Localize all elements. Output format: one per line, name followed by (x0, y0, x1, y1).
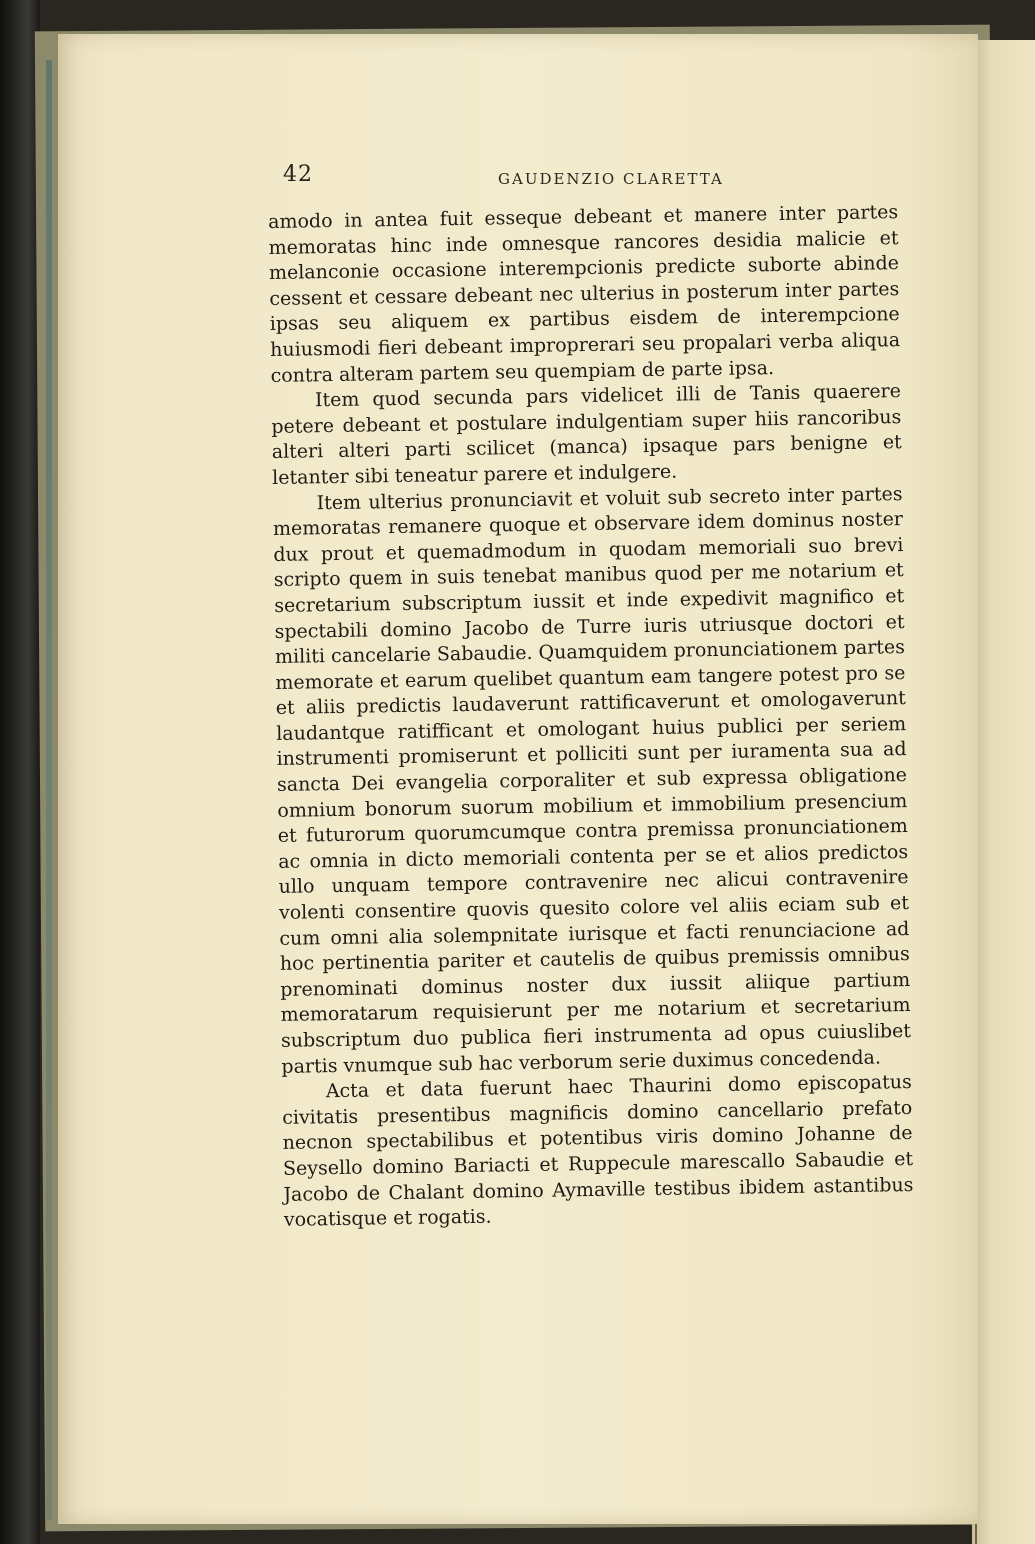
body-text (268, 200, 914, 1234)
page-number: 42 (283, 162, 313, 187)
paragraph-1: amodo in antea fuit esseque debeant et manere inter partes memoratas hinc inde omnesque rancores desidia malicie et melanconie occasione interempcionis predicte suborte abinde cessent et cessare debeant nec ulterius in posterum inter partes ipsas seu aliquem ex partibus eisdem de interempcione huiusmodi fieri debeant improprerari seu propalari verba aliqua contra alteram partem seu quempiam de parte ipsa. (268, 201, 901, 387)
page-header (283, 162, 883, 202)
book-binding (0, 0, 40, 1544)
running-title: GAUDENZIO CLARETTA (498, 170, 724, 188)
page-edge-stain (46, 60, 52, 1520)
paragraph-2: Item quod secunda pars videlicet illi de Tanis quaerere petere debeant et postulare indulgentiam super hiis rancoribus alteri alteri parti scilicet (manca) ipsaque pars benigne et letanter sibi teneatur parere et indulgere. (271, 380, 902, 489)
paragraph-3: Item ulterius pronunciavit et voluit sub secreto inter partes memoratas remanere quoque et observare idem dominus noster dux prout et quemadmodum in quodam memoriali suo brevi scripto quem in suis tenebat manibus quod per me notarium et secretarium subscriptum iussit et inde expedivit magnifico et spectabili domino Jacobo de Turre iuris utriusque doctori et militi cancelarie Sabaudie. Quamquidem pronunciationem partes memorate et earum quelibet quantum eam tangere potest pro se et aliis predictis laudaverunt rattificaverunt et omologaverunt laudantque ratifficant et omologant huius publici per seriem instrumenti promiserunt et polliciti sunt per iuramenta sua ad sancta Dei evangelia corporaliter et sub expressa obligatione omnium bonorum suorum mobilium et immobilium presencium et futurorum quorumcumque contra premissa pronunciationem ac omnia in dicto memoriali contenta per se et alios predictos ullo unquam tempore contravenire nec alicui contravenire volenti consentire quovis quesito colore vel aliis eciam sub et cum omni alia solempnitate iurisque et facti renunciacione ad hoc pertinentia pariter et cautelis de quibus premissis omnibus prenominati dominus noster dux iussit aliique partium memoratarum requisierunt per me notarium et secretarium subscriptum duo publica fieri instrumenta ad opus cuiuslibet partis vnumque sub hac verborum serie duximus concedenda. (272, 482, 912, 1078)
paragraph-4: Acta et data fuerunt haec Thaurini domo episcopatus civitatis presentibus magnificis domino cancellario prefato necnon spectabilibus et potentibus viris domino Johanne de Seysello domino Bariacti et Ruppecule marescallo Sabaudie et Jacobo de Chalant domino Aymaville testibus ibidem astantibus vocatisque et rogatis. (282, 1071, 914, 1232)
facing-page-edge (972, 40, 1035, 1544)
